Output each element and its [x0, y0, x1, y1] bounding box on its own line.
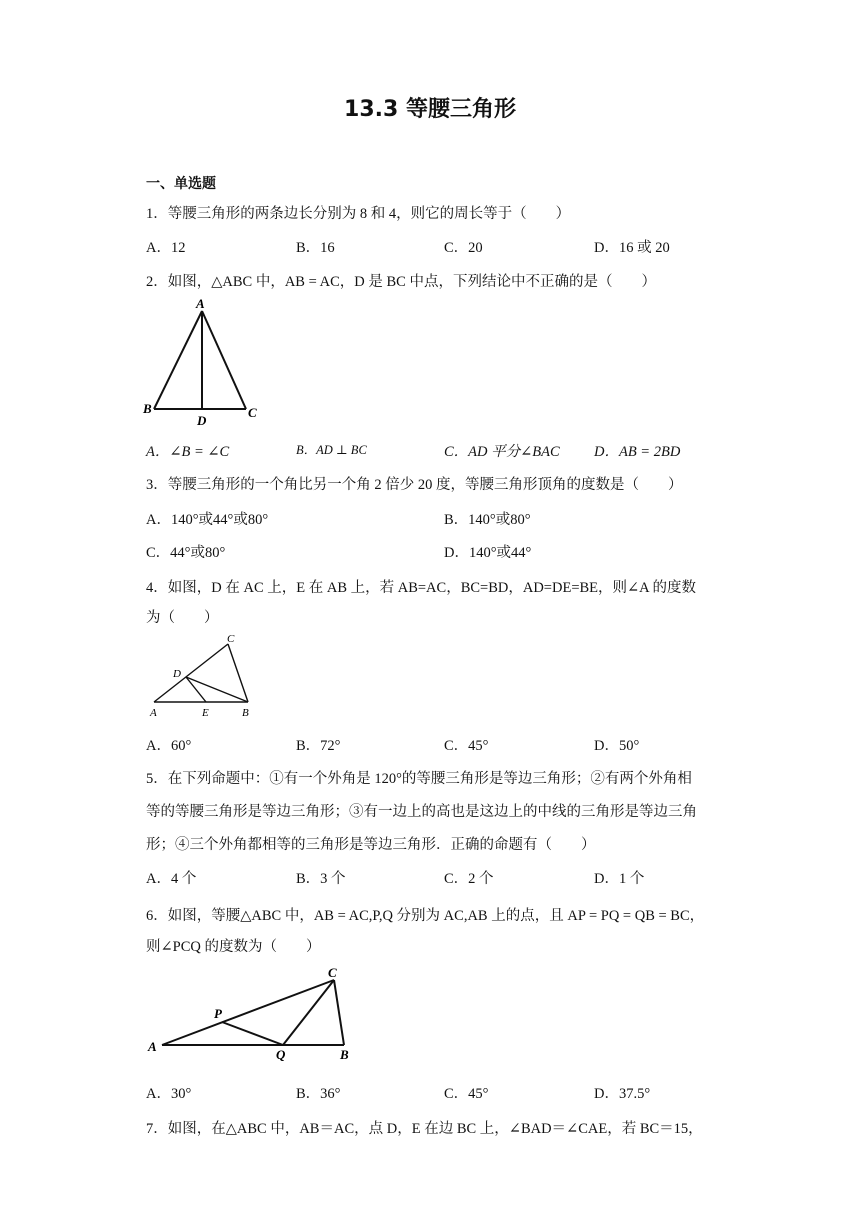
q5-option-d: D．1 个: [594, 871, 645, 887]
q2-side-ac: [202, 311, 246, 409]
q2-side-ab: [154, 311, 202, 409]
q1-option-d: D．16 或 20: [594, 240, 670, 256]
q4-label-a: A: [150, 707, 157, 719]
q6-option-b: B．36°: [296, 1086, 341, 1102]
q6-stem-line2: 则∠PCQ 的度数为（ ）: [146, 939, 321, 955]
q6-label-b: B: [340, 1047, 349, 1062]
q3-option-d: D．140°或44°: [444, 545, 532, 561]
q4-side-bc: [228, 644, 248, 702]
q2-option-b: B．AD ⊥ BC: [296, 443, 367, 457]
q4-stem-line1: 4．如图，D 在 AC 上，E 在 AB 上，若 AB=AC，BC=BD，AD=DE=BE，则∠A 的度数: [146, 580, 696, 596]
q2-figure: [140, 295, 265, 430]
q1-stem: 1．等腰三角形的两条边长分别为 8 和 4，则它的周长等于（ ）: [146, 206, 571, 222]
q4-label-e: E: [202, 707, 209, 719]
q6-option-c: C．45°: [444, 1086, 489, 1102]
page-title: 13.3 等腰三角形: [344, 97, 516, 122]
q6-label-q: Q: [276, 1047, 286, 1062]
q3-stem: 3．等腰三角形的一个角比另一个角 2 倍少 20 度，等腰三角形顶角的度数是（ ）: [146, 477, 683, 493]
q6-figure: [140, 962, 365, 1062]
q4-stem-line2: 为（ ）: [146, 610, 219, 626]
q6-segment-pq: [222, 1022, 283, 1045]
q4-side-ac: [154, 644, 228, 702]
q2-option-c: C．AD 平分∠BAC: [444, 444, 560, 460]
q5-option-c: C．2 个: [444, 871, 494, 887]
q5-stem-line3: 形；④三个外角都相等的三角形是等边三角形．正确的命题有（ ）: [146, 837, 596, 853]
q3-option-a: A．140°或44°或80°: [146, 512, 269, 528]
q4-label-b: B: [242, 707, 249, 719]
q5-option-b: B．3 个: [296, 871, 346, 887]
q6-label-a: A: [148, 1039, 157, 1054]
q4-label-c: C: [227, 633, 235, 645]
q2-label-c: C: [248, 405, 257, 420]
q6-label-c: C: [328, 965, 337, 980]
q2-option-a: A．∠B = ∠C: [146, 444, 230, 460]
q1-option-c: C．20: [444, 240, 483, 256]
q6-side-bc: [334, 980, 344, 1045]
q5-stem-line2: 等的等腰三角形是等边三角形；③有一边上的高也是这边上的中线的三角形是等边三角: [146, 804, 697, 820]
q2-stem: 2．如图，△ABC 中，AB = AC，D 是 BC 中点，下列结论中不正确的是（ ）: [146, 274, 656, 290]
q2-label-b: B: [143, 401, 152, 416]
q2-label-a: A: [196, 296, 205, 311]
q4-figure: [140, 632, 260, 720]
q1-option-a: A．12: [146, 240, 186, 256]
q6-option-a: A．30°: [146, 1086, 192, 1102]
q5-option-a: A．4 个: [146, 871, 197, 887]
q3-option-b: B．140°或80°: [444, 512, 531, 528]
q7-stem: 7．如图，在△ABC 中，AB＝AC，点 D，E 在边 BC 上，∠BAD＝∠CAE，若 BC＝15，: [146, 1121, 703, 1137]
section-heading: 一、单选题: [146, 176, 216, 192]
q1-option-b: B．16: [296, 240, 335, 256]
q2-label-d: D: [197, 413, 207, 428]
q2-option-d: D．AB = 2BD: [594, 444, 681, 460]
q4-label-d: D: [173, 668, 181, 680]
q5-stem-line1: 5．在下列命题中：①有一个外角是 120°的等腰三角形是等边三角形；②有两个外角相: [146, 771, 692, 787]
q4-option-b: B．72°: [296, 738, 341, 754]
q6-label-p: P: [214, 1006, 222, 1021]
q3-option-c: C．44°或80°: [146, 545, 226, 561]
q6-option-d: D．37.5°: [594, 1086, 651, 1102]
q6-stem-line1: 6．如图，等腰△ABC 中，AB = AC,P,Q 分别为 AC,AB 上的点，且 AP = PQ = QB = BC，: [146, 908, 705, 924]
q4-option-a: A．60°: [146, 738, 192, 754]
q4-option-c: C．45°: [444, 738, 489, 754]
q4-option-d: D．50°: [594, 738, 640, 754]
